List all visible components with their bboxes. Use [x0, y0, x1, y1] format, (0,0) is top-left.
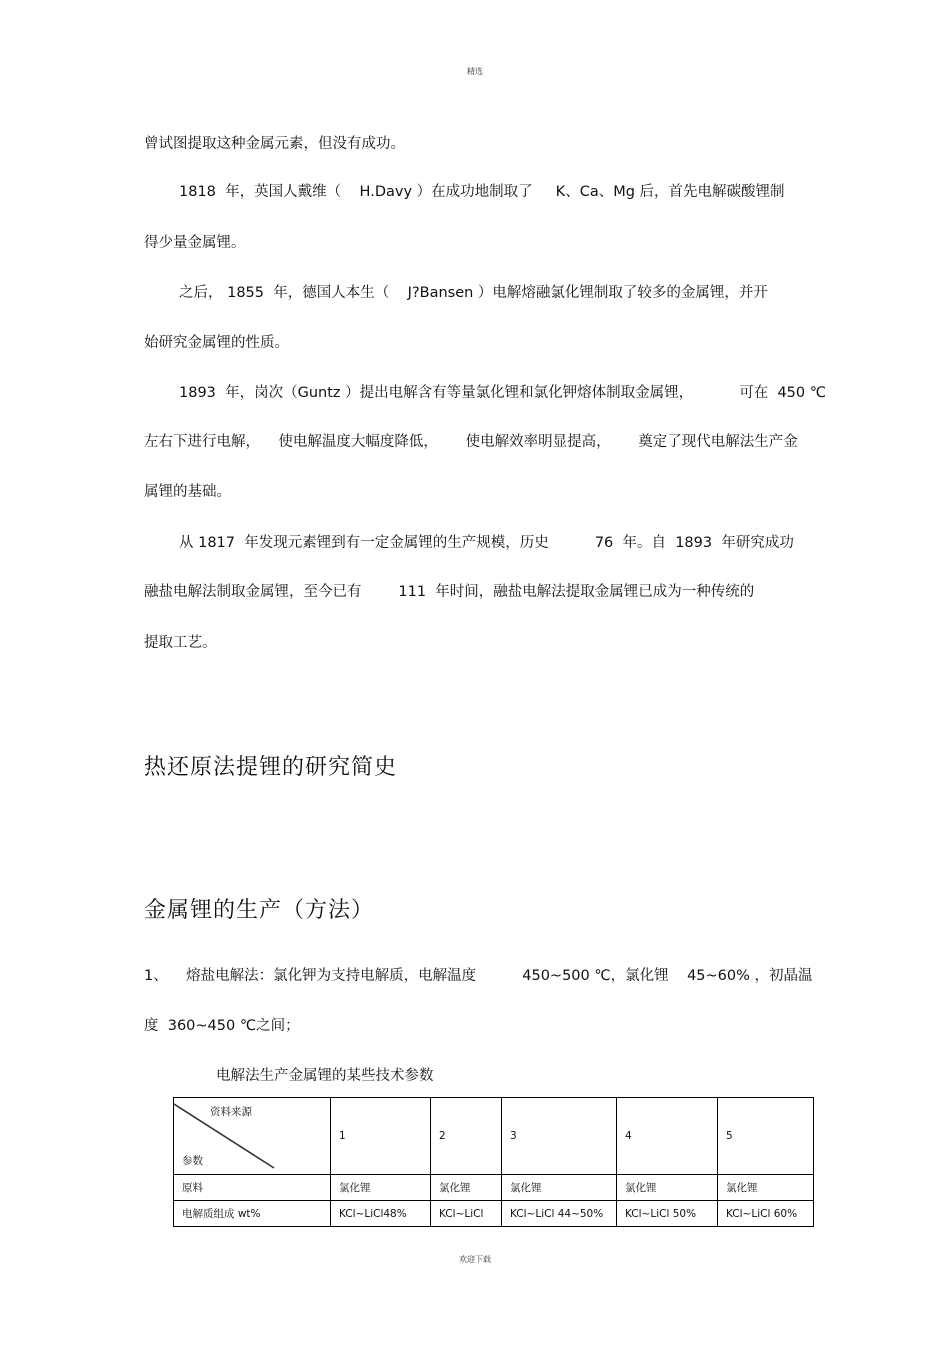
column-header: 1 — [331, 1098, 431, 1175]
table-corner-cell — [174, 1098, 331, 1175]
corner-label-source: 资料来源 — [210, 1106, 252, 1118]
method-line-2: 度 360~450 ℃之间； — [144, 1018, 300, 1034]
column-header: 2 — [431, 1098, 502, 1175]
table-cell: 氯化锂 — [431, 1175, 502, 1201]
paragraph-line: 属锂的基础。 — [144, 484, 231, 500]
row-label: 电解质组成 wt% — [174, 1201, 331, 1227]
page-footer: 欢迎下载 — [459, 1255, 491, 1264]
table-caption: 电解法生产金属锂的某些技术参数 — [216, 1068, 434, 1084]
paragraph-line: 提取工艺。 — [144, 635, 217, 651]
paragraph-line: 1893 年，岗次（Guntz ）提出电解含有等量氯化锂和氯化钾熔体制取金属锂， 可在 450 ℃ — [179, 385, 827, 401]
parameters-table — [173, 1097, 814, 1227]
table-cell: 氯化锂 — [718, 1175, 814, 1201]
table-row — [174, 1201, 814, 1227]
paragraph-line: 得少量金属锂。 — [144, 235, 246, 251]
column-header: 3 — [502, 1098, 617, 1175]
paragraph-line: 左右下进行电解， 使电解温度大幅度降低， 使电解效率明显提高， 奠定了现代电解法生产金 — [144, 434, 798, 450]
table-cell: KCl~LiCl 60% — [718, 1201, 814, 1227]
corner-label-param: 参数 — [182, 1155, 203, 1167]
paragraph-line: 融盐电解法制取金属锂，至今已有 111 年时间，融盐电解法提取金属锂已成为一种传统的 — [144, 584, 755, 600]
paragraph-line: 从 1817 年发现元素锂到有一定金属锂的生产规模，历史 76 年。自 1893 年研究成功 — [179, 535, 794, 551]
table-cell: 氯化锂 — [617, 1175, 718, 1201]
column-header: 4 — [617, 1098, 718, 1175]
row-label: 原料 — [174, 1175, 331, 1201]
paragraph-line: 曾试图提取这种金属元素，但没有成功。 — [144, 136, 405, 152]
table-cell: 氯化锂 — [331, 1175, 431, 1201]
section-heading-production: 金属锂的生产（方法） — [144, 898, 375, 923]
column-header: 5 — [718, 1098, 814, 1175]
section-heading-history: 热还原法提锂的研究简史 — [144, 755, 398, 780]
page-header: 精选 — [467, 67, 483, 76]
table-cell: KCl~LiCl 44~50% — [502, 1201, 617, 1227]
table-cell: KCl~LiCl 50% — [617, 1201, 718, 1227]
table-cell: 氯化锂 — [502, 1175, 617, 1201]
paragraph-line: 始研究金属锂的性质。 — [144, 335, 289, 351]
table-cell: KCl~LiCl — [431, 1201, 502, 1227]
table-cell: KCl~LiCl48% — [331, 1201, 431, 1227]
paragraph-line: 1818 年，英国人戴维（ H.Davy ）在成功地制取了 K、Ca、Mg 后，首先电解碳酸锂制 — [179, 184, 785, 200]
method-line-1: 1、 熔盐电解法：氯化钾为支持电解质，电解温度 450~500 ℃，氯化锂 45~60% ，初晶温 — [144, 968, 813, 984]
table-row — [174, 1175, 814, 1201]
paragraph-line: 之后， 1855 年，德国人本生（ J?Bansen ）电解熔融氯化锂制取了较多的金属锂，并开 — [179, 285, 768, 301]
